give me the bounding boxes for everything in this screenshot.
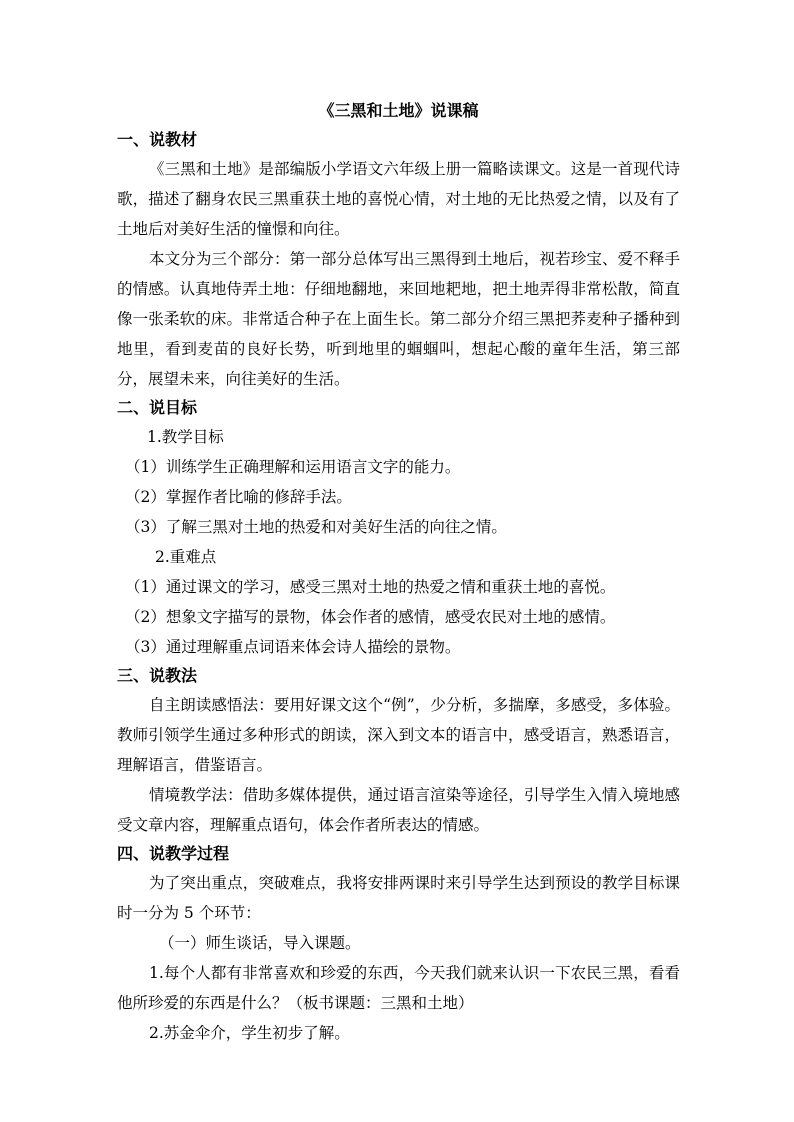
goal-item: （1）训练学生正确理解和运用语言文字的能力。 [125,458,461,476]
paragraph-step-1: 1.每个人都有非常喜欢和珍爱的东西，今天我们就来认识一下农民三黑，看看他所珍爱的东西是什么？（板书课题：三黑和土地） [117,964,680,1012]
subheading-teaching-goals: 1.教学目标 [147,428,224,446]
section-heading-textbook: 一、说教材 [117,130,198,149]
paragraph-step-2: 2.苏金伞介，学生初步了解。 [149,1024,350,1042]
subheading-key-points: 2.重难点 [155,548,217,566]
key-point-item: （2）想象文字描写的景物，体会作者的感情，感受农民对土地的感情。 [125,608,616,626]
paragraph-textbook-intro: 《三黑和土地》是部编版小学语文六年级上册一篇略读课文。这是一首现代诗歌，描述了翻身农民三黑重获土地的喜悦心情，对土地的无比热爱之情，以及有了土地后对美好生活的憧憬和向往。 [117,160,680,238]
document-title: 《三黑和土地》说课稿 [318,101,479,120]
goal-item: （3）了解三黑对土地的热爱和对美好生活的向往之情。 [125,518,507,536]
document-page [117,96,680,1048]
key-point-item: （1）通过课文的学习，感受三黑对土地的热爱之情和重获土地的喜悦。 [125,578,616,596]
paragraph-method-reading: 自主朗读感悟法：要用好课文这个“例”，少分析，多揣摩，多感受，多体验。教师引领学生通过多种形式的朗读，深入到文本的语言中，感受语言，熟悉语言，理解语言，借鉴语言。 [117,696,680,774]
paragraph-process-intro: 为了突出重点，突破难点，我将安排两课时来引导学生达到预设的教学目标课时一分为 5 个环节： [117,874,680,922]
paragraph-method-situational: 情境教学法：借助多媒体提供，通过语言渲染等途径，引导学生入情入境地感受文章内容，理解重点语句，体会作者所表达的情感。 [117,786,680,834]
key-point-item: （3）通过理解重点词语来体会诗人描绘的景物。 [125,638,461,656]
step-heading-dialogue: （一）师生谈话，导入课题。 [159,934,361,952]
section-heading-methods: 三、说教法 [117,666,198,685]
section-heading-goals: 二、说目标 [117,398,198,417]
section-heading-process: 四、说教学过程 [117,844,230,863]
paragraph-textbook-structure: 本文分为三个部分：第一部分总体写出三黑得到土地后，视若珍宝、爱不释手的情感。认真地侍弄土地：仔细地翻地，来回地耙地，把土地弄得非常松散，简直像一张柔软的床。非常适合种子在上面生长。第二部分介绍三黑把荞麦种子播种到地里，看到麦苗的良好长势，听到地里的蝈蝈叫，想起心酸的童年生活，第三部分，展望未来，向往美好的生活。 [117,250,680,388]
goal-item: （2）掌握作者比喻的修辞手法。 [125,488,352,506]
